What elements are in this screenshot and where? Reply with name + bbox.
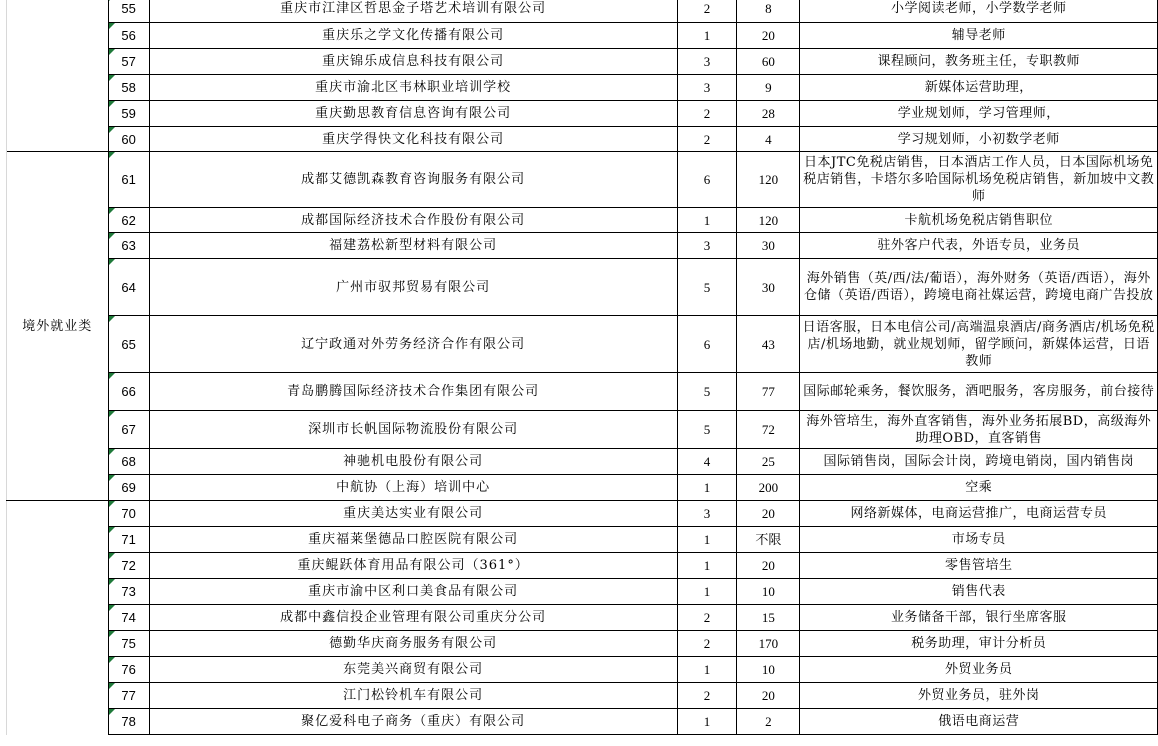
cell-positions[interactable]: 学习规划师，小初数学老师 xyxy=(800,127,1158,152)
cell-count[interactable]: 2 xyxy=(677,631,737,657)
cell-people[interactable]: 120 xyxy=(737,208,800,233)
comment-flag-icon xyxy=(109,208,115,214)
table-row xyxy=(7,75,1158,101)
cell-people[interactable]: 15 xyxy=(737,605,800,631)
cell-people[interactable]: 77 xyxy=(737,373,800,411)
cell-count[interactable]: 6 xyxy=(677,152,737,208)
cell-positions[interactable]: 外贸业务员，驻外岗 xyxy=(800,683,1158,709)
table-row xyxy=(7,709,1158,735)
table-row xyxy=(7,208,1158,233)
cell-people[interactable]: 60 xyxy=(737,49,800,75)
comment-flag-icon xyxy=(109,657,115,663)
cell-count[interactable]: 1 xyxy=(677,657,737,683)
comment-flag-icon xyxy=(109,49,115,55)
cell-positions[interactable]: 国际邮轮乘务，餐饮服务，酒吧服务，客房服务，前台接待 xyxy=(800,373,1158,411)
cell-company[interactable]: 重庆市渝中区利口美食品有限公司 xyxy=(149,579,677,605)
cell-count[interactable]: 1 xyxy=(677,709,737,735)
cell-positions[interactable]: 新媒体运营助理， xyxy=(800,75,1158,101)
table-row xyxy=(7,152,1158,208)
table-row xyxy=(7,0,1158,23)
cell-no[interactable]: 70 xyxy=(108,501,149,527)
comment-flag-icon xyxy=(109,605,115,611)
cell-no[interactable]: 69 xyxy=(108,475,149,501)
cell-no[interactable]: 61 xyxy=(108,152,149,208)
cell-positions[interactable]: 小学阅读老师，小学数学老师 xyxy=(800,0,1158,23)
cell-positions[interactable]: 市场专员 xyxy=(800,527,1158,553)
cell-people[interactable]: 200 xyxy=(737,475,800,501)
cell-people[interactable]: 2 xyxy=(737,709,800,735)
comment-flag-icon xyxy=(109,631,115,637)
table-row xyxy=(7,49,1158,75)
cell-no[interactable]: 60 xyxy=(108,127,149,152)
table-row xyxy=(7,527,1158,553)
cell-company[interactable]: 重庆锦乐成信息科技有限公司 xyxy=(149,49,677,75)
cell-company[interactable]: 福建荔松新型材料有限公司 xyxy=(149,233,677,259)
table-row xyxy=(7,475,1158,501)
cell-company[interactable]: 德勤华庆商务服务有限公司 xyxy=(149,631,677,657)
comment-flag-icon xyxy=(109,23,115,29)
cell-people[interactable]: 120 xyxy=(737,152,800,208)
table-row xyxy=(7,579,1158,605)
table-row xyxy=(7,259,1158,316)
cell-positions[interactable]: 税务助理，审计分析员 xyxy=(800,631,1158,657)
cell-count[interactable]: 5 xyxy=(677,411,737,449)
cell-no[interactable]: 75 xyxy=(108,631,149,657)
cell-no[interactable]: 72 xyxy=(108,553,149,579)
table-row xyxy=(7,23,1158,49)
comment-flag-icon xyxy=(109,411,115,417)
cell-people[interactable]: 4 xyxy=(737,127,800,152)
cell-count[interactable]: 2 xyxy=(677,101,737,127)
cell-company[interactable]: 重庆学得快文化科技有限公司 xyxy=(149,127,677,152)
cell-company[interactable]: 东莞美兴商贸有限公司 xyxy=(149,657,677,683)
cell-people[interactable]: 8 xyxy=(737,0,800,23)
cell-no[interactable]: 57 xyxy=(108,49,149,75)
comment-flag-icon xyxy=(109,316,115,322)
cell-company[interactable]: 辽宁政通对外劳务经济合作有限公司 xyxy=(149,316,677,373)
cell-count[interactable]: 3 xyxy=(677,233,737,259)
cell-positions[interactable]: 日语客服，日本电信公司/高端温泉酒店/商务酒店/机场免税店/机场地勤，就业规划师，留学顾问，新媒体运营，日语教师 xyxy=(800,316,1158,373)
cell-no[interactable]: 73 xyxy=(108,579,149,605)
table-row xyxy=(7,127,1158,152)
table-row xyxy=(7,683,1158,709)
comment-flag-icon xyxy=(109,579,115,585)
comment-flag-icon xyxy=(109,527,115,533)
table-row xyxy=(7,449,1158,475)
cell-company[interactable]: 重庆鲲跃体育用品有限公司（361°） xyxy=(149,553,677,579)
cell-count[interactable]: 1 xyxy=(677,527,737,553)
cell-no[interactable]: 76 xyxy=(108,657,149,683)
cell-count[interactable]: 3 xyxy=(677,49,737,75)
table-row xyxy=(7,501,1158,527)
comment-flag-icon xyxy=(109,75,115,81)
table-row xyxy=(7,553,1158,579)
cell-no[interactable]: 71 xyxy=(108,527,149,553)
cell-no[interactable]: 58 xyxy=(108,75,149,101)
cell-count[interactable]: 4 xyxy=(677,449,737,475)
cell-people[interactable]: 10 xyxy=(737,579,800,605)
cell-count[interactable]: 2 xyxy=(677,127,737,152)
cell-company[interactable]: 重庆美达实业有限公司 xyxy=(149,501,677,527)
cell-positions[interactable]: 辅导老师 xyxy=(800,23,1158,49)
cell-people[interactable]: 9 xyxy=(737,75,800,101)
cell-positions[interactable]: 俄语电商运营 xyxy=(800,709,1158,735)
cell-people[interactable]: 25 xyxy=(737,449,800,475)
cell-positions[interactable]: 外贸业务员 xyxy=(800,657,1158,683)
cell-count[interactable]: 1 xyxy=(677,475,737,501)
cell-no[interactable]: 65 xyxy=(108,316,149,373)
cell-positions[interactable]: 课程顾问，教务班主任，专职教师 xyxy=(800,49,1158,75)
table-row xyxy=(7,411,1158,449)
cell-people[interactable]: 30 xyxy=(737,233,800,259)
cell-positions[interactable]: 海外管培生，海外直客销售，海外业务拓展BD，高级海外助理OBD，直客销售 xyxy=(800,411,1158,449)
cell-people[interactable]: 10 xyxy=(737,657,800,683)
cell-company[interactable]: 重庆福莱堡德品口腔医院有限公司 xyxy=(149,527,677,553)
cell-count[interactable]: 3 xyxy=(677,75,737,101)
cell-company[interactable]: 深圳市长帆国际物流股份有限公司 xyxy=(149,411,677,449)
cell-no[interactable]: 74 xyxy=(108,605,149,631)
cell-positions[interactable]: 国际销售岗，国际会计岗，跨境电销岗，国内销售岗 xyxy=(800,449,1158,475)
cell-no[interactable]: 78 xyxy=(108,709,149,735)
cell-people[interactable]: 20 xyxy=(737,23,800,49)
cell-no[interactable]: 77 xyxy=(108,683,149,709)
cell-people[interactable]: 30 xyxy=(737,259,800,316)
cell-positions[interactable]: 海外销售（英/西/法/葡语），海外财务（英语/西语），海外仓储（英语/西语），跨境电商社媒运营，跨境电商广告投放 xyxy=(800,259,1158,316)
cell-company[interactable]: 青岛鹏腾国际经济技术合作集团有限公司 xyxy=(149,373,677,411)
cell-count[interactable]: 2 xyxy=(677,683,737,709)
comment-flag-icon xyxy=(109,152,115,158)
cell-company[interactable]: 广州市驭邦贸易有限公司 xyxy=(149,259,677,316)
cell-company[interactable]: 重庆市渝北区韦林职业培训学校 xyxy=(149,75,677,101)
cell-no[interactable]: 62 xyxy=(108,208,149,233)
cell-company[interactable]: 中航协（上海）培训中心 xyxy=(149,475,677,501)
comment-flag-icon xyxy=(109,101,115,107)
comment-flag-icon xyxy=(109,553,115,559)
table-row xyxy=(7,631,1158,657)
table-row xyxy=(7,233,1158,259)
cell-count[interactable]: 1 xyxy=(677,553,737,579)
cell-positions[interactable]: 驻外客户代表，外语专员，业务员 xyxy=(800,233,1158,259)
cell-people[interactable]: 20 xyxy=(737,501,800,527)
recruitment-table xyxy=(6,0,1158,735)
category-cell-next[interactable] xyxy=(7,501,109,735)
cell-count[interactable]: 5 xyxy=(677,259,737,316)
comment-flag-icon xyxy=(109,501,115,507)
cell-count[interactable]: 2 xyxy=(677,0,737,23)
cell-company[interactable]: 成都国际经济技术合作股份有限公司 xyxy=(149,208,677,233)
cell-no[interactable]: 67 xyxy=(108,411,149,449)
cell-count[interactable]: 1 xyxy=(677,208,737,233)
cell-positions[interactable]: 空乘 xyxy=(800,475,1158,501)
cell-positions[interactable]: 学业规划师，学习管理师， xyxy=(800,101,1158,127)
cell-no[interactable]: 56 xyxy=(108,23,149,49)
comment-flag-icon xyxy=(109,683,115,689)
cell-no[interactable]: 64 xyxy=(108,259,149,316)
category-cell-overseas[interactable]: 境外就业类 xyxy=(7,152,109,501)
category-cell-prev[interactable] xyxy=(7,0,109,152)
comment-flag-icon xyxy=(109,709,115,715)
cell-positions[interactable]: 网络新媒体，电商运营推广，电商运营专员 xyxy=(800,501,1158,527)
cell-company[interactable]: 重庆市江津区哲思金子塔艺术培训有限公司 xyxy=(149,0,677,23)
cell-company[interactable]: 重庆乐之学文化传播有限公司 xyxy=(149,23,677,49)
cell-positions[interactable]: 日本JTC免税店销售，日本酒店工作人员，日本国际机场免税店销售，卡塔尔多哈国际机场免税店销售，新加坡中文教师 xyxy=(800,152,1158,208)
cell-company[interactable]: 神驰机电股份有限公司 xyxy=(149,449,677,475)
cell-people[interactable]: 20 xyxy=(737,553,800,579)
table-row xyxy=(7,373,1158,411)
cell-no[interactable]: 63 xyxy=(108,233,149,259)
table-row xyxy=(7,657,1158,683)
cell-company[interactable]: 重庆勤思教育信息咨询有限公司 xyxy=(149,101,677,127)
comment-flag-icon xyxy=(109,373,115,379)
cell-people[interactable]: 不限 xyxy=(737,527,800,553)
cell-company[interactable]: 成都艾德凯森教育咨询服务有限公司 xyxy=(149,152,677,208)
cell-no[interactable]: 66 xyxy=(108,373,149,411)
cell-people[interactable]: 72 xyxy=(737,411,800,449)
table-row xyxy=(7,101,1158,127)
cell-positions[interactable]: 卡航机场免税店销售职位 xyxy=(800,208,1158,233)
comment-flag-icon xyxy=(109,259,115,265)
table-row xyxy=(7,316,1158,373)
cell-count[interactable]: 2 xyxy=(677,605,737,631)
cell-count[interactable]: 1 xyxy=(677,23,737,49)
cell-company[interactable]: 江门松铃机车有限公司 xyxy=(149,683,677,709)
comment-flag-icon xyxy=(109,233,115,239)
cell-positions[interactable]: 业务储备干部，银行坐席客服 xyxy=(800,605,1158,631)
cell-positions[interactable]: 零售管培生 xyxy=(800,553,1158,579)
cell-no[interactable]: 68 xyxy=(108,449,149,475)
cell-no[interactable]: 59 xyxy=(108,101,149,127)
cell-people[interactable]: 43 xyxy=(737,316,800,373)
cell-count[interactable]: 3 xyxy=(677,501,737,527)
comment-flag-icon xyxy=(109,0,115,1)
cell-people[interactable]: 20 xyxy=(737,683,800,709)
comment-flag-icon xyxy=(109,127,115,133)
cell-people[interactable]: 28 xyxy=(737,101,800,127)
cell-count[interactable]: 6 xyxy=(677,316,737,373)
cell-company[interactable]: 聚亿爱科电子商务（重庆）有限公司 xyxy=(149,709,677,735)
table-row xyxy=(7,605,1158,631)
comment-flag-icon xyxy=(109,449,115,455)
cell-count[interactable]: 5 xyxy=(677,373,737,411)
comment-flag-icon xyxy=(109,475,115,481)
cell-people[interactable]: 170 xyxy=(737,631,800,657)
cell-no[interactable]: 55 xyxy=(108,0,149,23)
cell-company[interactable]: 成都中鑫信投企业管理有限公司重庆分公司 xyxy=(149,605,677,631)
cell-count[interactable]: 1 xyxy=(677,579,737,605)
cell-positions[interactable]: 销售代表 xyxy=(800,579,1158,605)
